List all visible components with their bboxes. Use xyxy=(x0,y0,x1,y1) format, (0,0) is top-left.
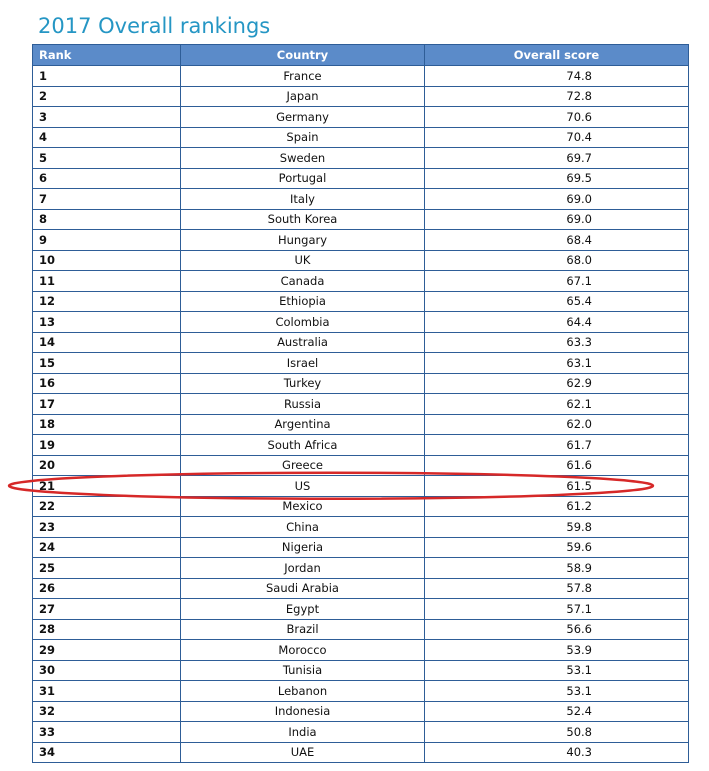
rank-cell: 16 xyxy=(33,373,181,394)
country-cell: Canada xyxy=(181,271,425,292)
score-cell: 64.4 xyxy=(425,312,689,333)
country-cell: Mexico xyxy=(181,496,425,517)
rank-cell: 19 xyxy=(33,435,181,456)
rank-cell: 29 xyxy=(33,640,181,661)
score-cell: 70.4 xyxy=(425,127,689,148)
rank-cell: 33 xyxy=(33,722,181,743)
score-cell: 69.0 xyxy=(425,189,689,210)
rank-cell: 20 xyxy=(33,455,181,476)
country-cell: Lebanon xyxy=(181,681,425,702)
country-cell: South Africa xyxy=(181,435,425,456)
rank-cell: 1 xyxy=(33,66,181,87)
rank-cell: 26 xyxy=(33,578,181,599)
rank-cell: 22 xyxy=(33,496,181,517)
country-cell: South Korea xyxy=(181,209,425,230)
country-cell: Hungary xyxy=(181,230,425,251)
rank-cell: 7 xyxy=(33,189,181,210)
table-row xyxy=(33,230,689,251)
country-cell: Japan xyxy=(181,86,425,107)
rank-cell: 18 xyxy=(33,414,181,435)
score-cell: 40.3 xyxy=(425,742,689,763)
score-cell: 69.7 xyxy=(425,148,689,169)
table-row xyxy=(33,312,689,333)
table-row xyxy=(33,660,689,681)
country-cell: Greece xyxy=(181,455,425,476)
rank-cell: 34 xyxy=(33,742,181,763)
rank-cell: 15 xyxy=(33,353,181,374)
country-cell: Nigeria xyxy=(181,537,425,558)
table-row xyxy=(33,209,689,230)
country-cell: China xyxy=(181,517,425,538)
rank-cell: 6 xyxy=(33,168,181,189)
score-cell: 63.1 xyxy=(425,353,689,374)
country-cell: Argentina xyxy=(181,414,425,435)
table-row xyxy=(33,332,689,353)
rank-cell: 27 xyxy=(33,599,181,620)
table-row xyxy=(33,722,689,743)
rank-cell: 9 xyxy=(33,230,181,251)
score-cell: 63.3 xyxy=(425,332,689,353)
country-cell: Sweden xyxy=(181,148,425,169)
country-cell: Tunisia xyxy=(181,660,425,681)
score-cell: 62.9 xyxy=(425,373,689,394)
table-row xyxy=(33,455,689,476)
score-cell: 53.1 xyxy=(425,660,689,681)
score-cell: 69.0 xyxy=(425,209,689,230)
table-row xyxy=(33,496,689,517)
table-row xyxy=(33,148,689,169)
country-cell: Brazil xyxy=(181,619,425,640)
rank-cell: 24 xyxy=(33,537,181,558)
country-cell: Morocco xyxy=(181,640,425,661)
score-cell: 61.5 xyxy=(425,476,689,497)
table-row xyxy=(33,250,689,271)
country-cell: Australia xyxy=(181,332,425,353)
table-header-row xyxy=(33,45,689,66)
score-cell: 58.9 xyxy=(425,558,689,579)
country-cell: Israel xyxy=(181,353,425,374)
score-cell: 69.5 xyxy=(425,168,689,189)
score-cell: 57.8 xyxy=(425,578,689,599)
rank-cell: 8 xyxy=(33,209,181,230)
table-row xyxy=(33,373,689,394)
score-cell: 74.8 xyxy=(425,66,689,87)
table-row xyxy=(33,681,689,702)
table-row xyxy=(33,619,689,640)
country-cell: Germany xyxy=(181,107,425,128)
country-cell: Colombia xyxy=(181,312,425,333)
country-cell: Turkey xyxy=(181,373,425,394)
rank-cell: 17 xyxy=(33,394,181,415)
table-row xyxy=(33,701,689,722)
score-cell: 62.1 xyxy=(425,394,689,415)
country-cell: Italy xyxy=(181,189,425,210)
country-cell: Portugal xyxy=(181,168,425,189)
table-row xyxy=(33,414,689,435)
table-row xyxy=(33,271,689,292)
table-row xyxy=(33,394,689,415)
rankings-table xyxy=(32,44,689,763)
table-row xyxy=(33,742,689,763)
rank-cell: 30 xyxy=(33,660,181,681)
score-cell: 62.0 xyxy=(425,414,689,435)
rank-cell: 10 xyxy=(33,250,181,271)
country-cell: Indonesia xyxy=(181,701,425,722)
country-cell: Ethiopia xyxy=(181,291,425,312)
score-cell: 53.1 xyxy=(425,681,689,702)
rank-cell: 31 xyxy=(33,681,181,702)
score-cell: 52.4 xyxy=(425,701,689,722)
country-cell: US xyxy=(181,476,425,497)
table-row xyxy=(33,168,689,189)
country-cell: France xyxy=(181,66,425,87)
table-row xyxy=(33,640,689,661)
score-cell: 59.8 xyxy=(425,517,689,538)
rank-cell: 28 xyxy=(33,619,181,640)
country-cell: Spain xyxy=(181,127,425,148)
score-cell: 68.0 xyxy=(425,250,689,271)
score-cell: 61.2 xyxy=(425,496,689,517)
rank-cell: 4 xyxy=(33,127,181,148)
table-row xyxy=(33,127,689,148)
rank-cell: 14 xyxy=(33,332,181,353)
page-title: 2017 Overall rankings xyxy=(38,14,271,38)
country-cell: UAE xyxy=(181,742,425,763)
table-row xyxy=(33,537,689,558)
table-row xyxy=(33,517,689,538)
rank-cell: 13 xyxy=(33,312,181,333)
score-cell: 70.6 xyxy=(425,107,689,128)
score-cell: 53.9 xyxy=(425,640,689,661)
country-cell: Egypt xyxy=(181,599,425,620)
table-row xyxy=(33,353,689,374)
table-row xyxy=(33,599,689,620)
table-row xyxy=(33,476,689,497)
score-cell: 72.8 xyxy=(425,86,689,107)
table-row xyxy=(33,66,689,87)
table-row xyxy=(33,291,689,312)
column-header-country: Country xyxy=(181,45,425,66)
score-cell: 59.6 xyxy=(425,537,689,558)
column-header-score: Overall score xyxy=(425,45,689,66)
country-cell: India xyxy=(181,722,425,743)
table-row xyxy=(33,189,689,210)
rank-cell: 32 xyxy=(33,701,181,722)
column-header-rank: Rank xyxy=(33,45,181,66)
score-cell: 57.1 xyxy=(425,599,689,620)
country-cell: Saudi Arabia xyxy=(181,578,425,599)
rank-cell: 2 xyxy=(33,86,181,107)
table-row xyxy=(33,558,689,579)
rank-cell: 21 xyxy=(33,476,181,497)
table-body xyxy=(33,66,689,763)
table-row xyxy=(33,578,689,599)
table-row xyxy=(33,86,689,107)
country-cell: Jordan xyxy=(181,558,425,579)
country-cell: UK xyxy=(181,250,425,271)
country-cell: Russia xyxy=(181,394,425,415)
score-cell: 50.8 xyxy=(425,722,689,743)
rank-cell: 3 xyxy=(33,107,181,128)
score-cell: 61.6 xyxy=(425,455,689,476)
score-cell: 67.1 xyxy=(425,271,689,292)
score-cell: 61.7 xyxy=(425,435,689,456)
rank-cell: 5 xyxy=(33,148,181,169)
rank-cell: 25 xyxy=(33,558,181,579)
rank-cell: 12 xyxy=(33,291,181,312)
table-row xyxy=(33,435,689,456)
rank-cell: 23 xyxy=(33,517,181,538)
score-cell: 56.6 xyxy=(425,619,689,640)
rank-cell: 11 xyxy=(33,271,181,292)
table-row xyxy=(33,107,689,128)
score-cell: 68.4 xyxy=(425,230,689,251)
score-cell: 65.4 xyxy=(425,291,689,312)
